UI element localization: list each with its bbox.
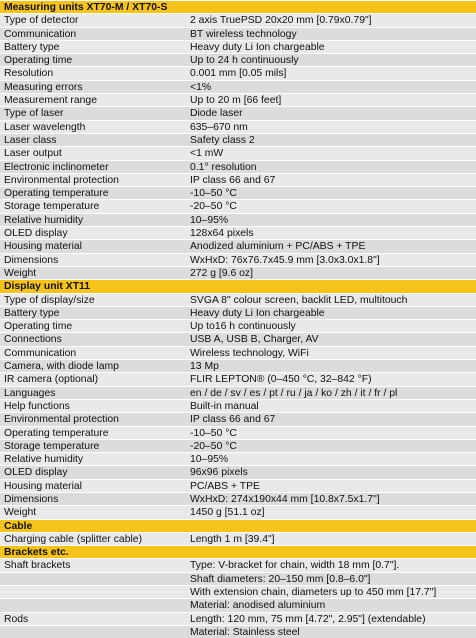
spec-row <box>0 106 476 119</box>
spec-label: Battery type <box>4 307 60 319</box>
spec-value: <1% <box>190 81 212 93</box>
spec-row <box>0 359 476 372</box>
spec-label: Languages <box>4 387 56 399</box>
spec-value: 13 Mp <box>190 361 219 373</box>
spec-value: 2 axis TruePSD 20x20 mm [0.79x0.79"] <box>190 15 372 27</box>
spec-row <box>0 80 476 93</box>
spec-row <box>0 133 476 146</box>
spec-label: Type of display/size <box>4 294 95 306</box>
spec-label: Weight <box>4 267 37 279</box>
spec-value: Heavy duty Li Ion chargeable <box>190 41 325 53</box>
spec-label: Housing material <box>4 241 82 253</box>
spec-row <box>0 612 476 625</box>
spec-value: -20–50 °C <box>190 440 237 452</box>
spec-value: Length: 120 mm, 75 mm [4.72", 2.95"] (extendable) <box>190 613 426 625</box>
spec-label: Camera, with diode lamp <box>4 361 119 373</box>
spec-value: BT wireless technology <box>190 28 297 40</box>
spec-label: Storage temperature <box>4 440 100 452</box>
spec-value: <1 mW <box>190 148 224 160</box>
spec-value: WxHxD: 274x190x44 mm [10.8x7.5x1.7"] <box>190 493 380 505</box>
spec-row <box>0 372 476 385</box>
spec-label: Rods <box>4 613 29 625</box>
spec-label: Operating temperature <box>4 188 109 200</box>
spec-row <box>0 93 476 106</box>
spec-value: 10–95% <box>190 454 229 466</box>
spec-value: Shaft diameters: 20–150 mm [0.8–6.0"] <box>190 573 371 585</box>
spec-label: Laser output <box>4 148 62 160</box>
section-rows <box>0 532 476 545</box>
spec-label: Storage temperature <box>4 201 100 213</box>
spec-row <box>0 213 476 226</box>
section-rows <box>0 293 476 519</box>
spec-label: IR camera (optional) <box>4 374 99 386</box>
spec-row <box>0 439 476 452</box>
spec-row <box>0 226 476 239</box>
spec-row <box>0 319 476 332</box>
spec-label: Relative humidity <box>4 214 84 226</box>
spec-row <box>0 253 476 266</box>
spec-value: Up to 24 h continuously <box>190 55 299 67</box>
spec-row <box>0 306 476 319</box>
spec-label: Operating temperature <box>4 427 109 439</box>
spec-label: Housing material <box>4 480 82 492</box>
spec-row <box>0 66 476 79</box>
spec-value: -10–50 °C <box>190 427 237 439</box>
spec-row <box>0 266 476 279</box>
section-header: Cable <box>0 519 476 532</box>
spec-row <box>0 386 476 399</box>
spec-row <box>0 479 476 492</box>
spec-label: Dimensions <box>4 493 59 505</box>
spec-label: Laser wavelength <box>4 121 86 133</box>
spec-label <box>0 626 190 638</box>
spec-row <box>0 412 476 425</box>
spec-label: Relative humidity <box>4 454 84 466</box>
spec-row <box>0 53 476 66</box>
spec-label: Measuring errors <box>4 81 83 93</box>
spec-row <box>0 160 476 173</box>
spec-value: PC/ABS + TPE <box>190 480 260 492</box>
spec-row <box>0 505 476 518</box>
spec-value: Safety class 2 <box>190 134 255 146</box>
spec-row <box>0 532 476 545</box>
section-rows <box>0 13 476 279</box>
spec-value: 635–670 nm <box>190 121 248 133</box>
spec-label: Environmental protection <box>4 414 119 426</box>
spec-value: Type: V-bracket for chain, width 18 mm [0.7"]. <box>190 560 400 572</box>
spec-row <box>0 239 476 252</box>
spec-row <box>0 346 476 359</box>
spec-value: 1450 g [51.1 oz] <box>190 507 265 519</box>
spec-row <box>0 120 476 133</box>
spec-row <box>0 572 476 585</box>
spec-label: Resolution <box>4 68 54 80</box>
spec-row <box>0 186 476 199</box>
spec-label: Type of laser <box>4 108 64 120</box>
section-header: Brackets etc. <box>0 545 476 558</box>
spec-label: Environmental protection <box>4 174 119 186</box>
spec-label: OLED display <box>4 467 68 479</box>
spec-row <box>0 492 476 505</box>
spec-row <box>0 399 476 412</box>
spec-label <box>0 586 190 598</box>
section-header: Measuring units XT70-M / XT70-S <box>0 0 476 13</box>
spec-label: Type of detector <box>4 15 79 27</box>
spec-label: Battery type <box>4 41 60 53</box>
spec-label <box>0 573 190 585</box>
spec-label: Laser class <box>4 134 57 146</box>
spec-value: -20–50 °C <box>190 201 237 213</box>
spec-label: Connections <box>4 334 62 346</box>
spec-row <box>0 465 476 478</box>
spec-value: Wireless technology, WiFi <box>190 347 309 359</box>
spec-value: SVGA 8" colour screen, backlit LED, multitouch <box>190 294 408 306</box>
spec-value: Up to 20 m [66 feet] <box>190 95 282 107</box>
spec-value: Length 1 m [39.4"] <box>190 533 275 545</box>
spec-label: Dimensions <box>4 254 59 266</box>
spec-value: FLIR LEPTON® (0–450 °C, 32–842 °F) <box>190 374 372 386</box>
spec-label: Shaft brackets <box>4 560 71 572</box>
spec-label: Communication <box>4 347 77 359</box>
spec-value: en / de / sv / es / pt / ru / ja / ko / zh / it / fr / pl <box>190 387 398 399</box>
section-rows <box>0 558 476 638</box>
spec-label: OLED display <box>4 228 68 240</box>
spec-value: With extension chain, diameters up to 450 mm [17.7"] <box>190 587 437 599</box>
spec-value: Diode laser <box>190 108 243 120</box>
spec-value: 0.1° resolution <box>190 161 257 173</box>
spec-row <box>0 625 476 638</box>
spec-row <box>0 13 476 26</box>
spec-row <box>0 40 476 53</box>
spec-label: Operating time <box>4 55 73 67</box>
spec-row <box>0 452 476 465</box>
spec-value: Material: anodised aluminium <box>190 600 326 612</box>
spec-label: Communication <box>4 28 77 40</box>
spec-row <box>0 585 476 598</box>
spec-value: 128x64 pixels <box>190 228 254 240</box>
spec-value: 10–95% <box>190 214 229 226</box>
spec-label: Weight <box>4 507 37 519</box>
spec-value: USB A, USB B, Charger, AV <box>190 334 319 346</box>
spec-value: IP class 66 and 67 <box>190 414 276 426</box>
spec-value: 96x96 pixels <box>190 467 248 479</box>
spec-value: IP class 66 and 67 <box>190 174 276 186</box>
spec-row <box>0 173 476 186</box>
spec-label: Measurement range <box>4 95 97 107</box>
spec-value: Material: Stainless steel <box>190 626 300 638</box>
spec-row <box>0 146 476 159</box>
spec-label: Operating time <box>4 321 73 333</box>
spec-label: Help functions <box>4 400 70 412</box>
spec-row <box>0 293 476 306</box>
spec-value: Built-in manual <box>190 400 259 412</box>
spec-value: 0.001 mm [0.05 mils] <box>190 68 287 80</box>
spec-row <box>0 598 476 611</box>
spec-row <box>0 199 476 212</box>
spec-row <box>0 558 476 571</box>
spec-row <box>0 332 476 345</box>
spec-row <box>0 27 476 40</box>
spec-label: Electronic inclinometer <box>4 161 109 173</box>
spec-value: Anodized aluminium + PC/ABS + TPE <box>190 241 366 253</box>
spec-label: Charging cable (splitter cable) <box>4 533 143 545</box>
spec-value: WxHxD: 76x76.7x45.9 mm [3.0x3.0x1.8"] <box>190 254 380 266</box>
spec-value: -10–50 °C <box>190 188 237 200</box>
spec-label <box>0 599 190 611</box>
spec-value: Heavy duty Li Ion chargeable <box>190 307 325 319</box>
spec-row <box>0 426 476 439</box>
section-header: Display unit XT11 <box>0 279 476 292</box>
spec-value: 272 g [9.6 oz] <box>190 267 253 279</box>
spec-value: Up to16 h continuously <box>190 321 296 333</box>
